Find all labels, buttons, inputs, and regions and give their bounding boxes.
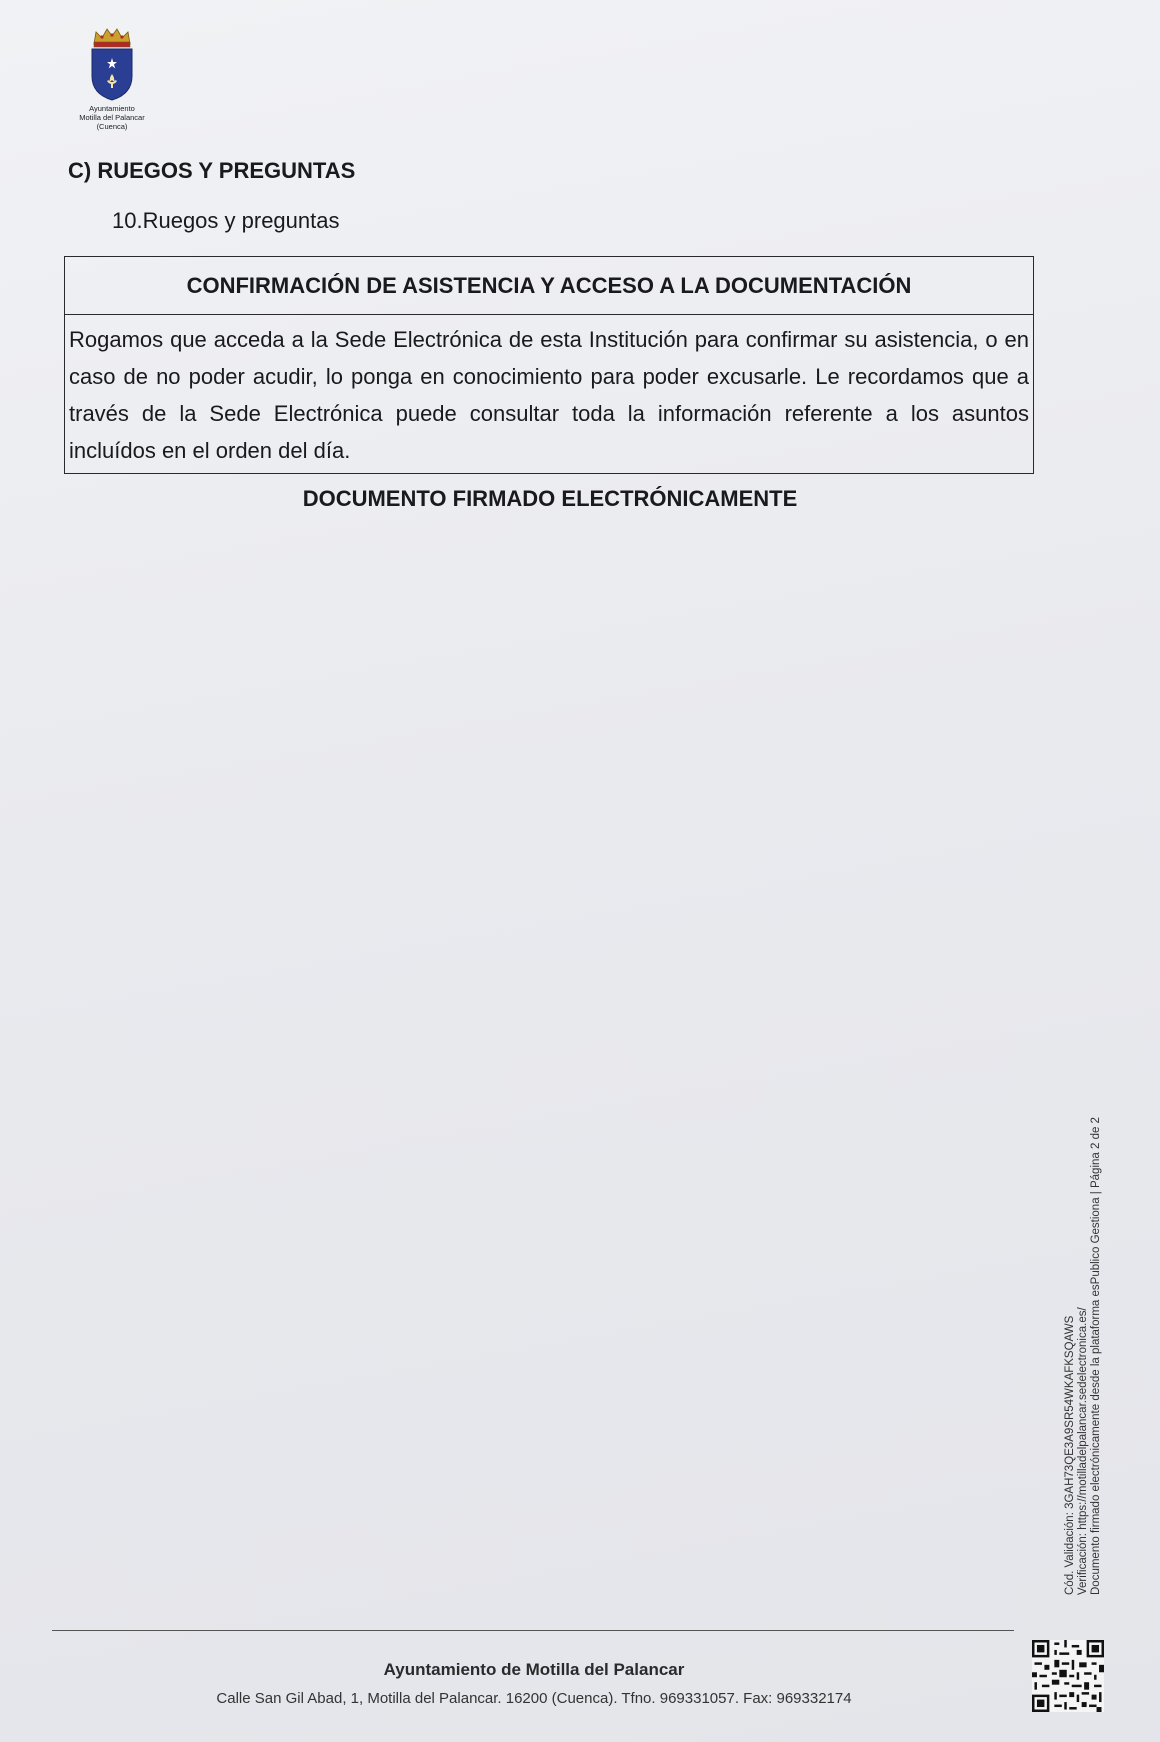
footer-address: Calle San Gil Abad, 1, Motilla del Palancar. 16200 (Cuenca). Tfno. 969331057. Fax: 969332174 <box>216 1690 852 1707</box>
logo-line-3: (Cuenca) <box>96 122 128 131</box>
notice-body: Rogamos que acceda a la Sede Electrónica de esta Institución para confirmar su asistencia, o en caso de no poder acudir, lo ponga en conocimiento para poder excusarle. Le recordamos que a través de la Sede Electrónica puede consultar toda la información referente a los asuntos incluídos en el orden del día. <box>69 327 1029 463</box>
logo-line-1: Ayuntamiento <box>89 104 135 113</box>
verification-sidebar <box>1064 1075 1103 1595</box>
signed-label: DOCUMENTO FIRMADO ELECTRÓNICAMENTE <box>302 486 798 511</box>
footer-divider <box>52 1630 1014 1631</box>
agenda-item: 10.Ruegos y preguntas <box>112 208 340 233</box>
logo-caption <box>62 104 162 131</box>
coat-of-arms-icon <box>88 26 136 102</box>
verification-url: Verificación: https://motilladelpalancar.sedelectronica.es/ <box>1077 1307 1089 1595</box>
platform-note: Documento firmado electrónicamente desde la plataforma esPublico Gestiona | Página 2 de 2 <box>1090 1117 1102 1595</box>
attendance-notice-box <box>64 256 1034 474</box>
validation-code: Cód. Validación: 3GAH73QE3A9SR54WKAFKSQAWS <box>1064 1315 1076 1595</box>
municipal-logo <box>62 26 162 131</box>
footer-organization: Ayuntamiento de Motilla del Palancar <box>383 1660 685 1679</box>
notice-title: CONFIRMACIÓN DE ASISTENCIA Y ACCESO A LA DOCUMENTACIÓN <box>65 257 1033 315</box>
logo-line-2: Motilla del Palancar <box>79 113 145 122</box>
section-title: C) RUEGOS Y PREGUNTAS <box>68 158 356 183</box>
